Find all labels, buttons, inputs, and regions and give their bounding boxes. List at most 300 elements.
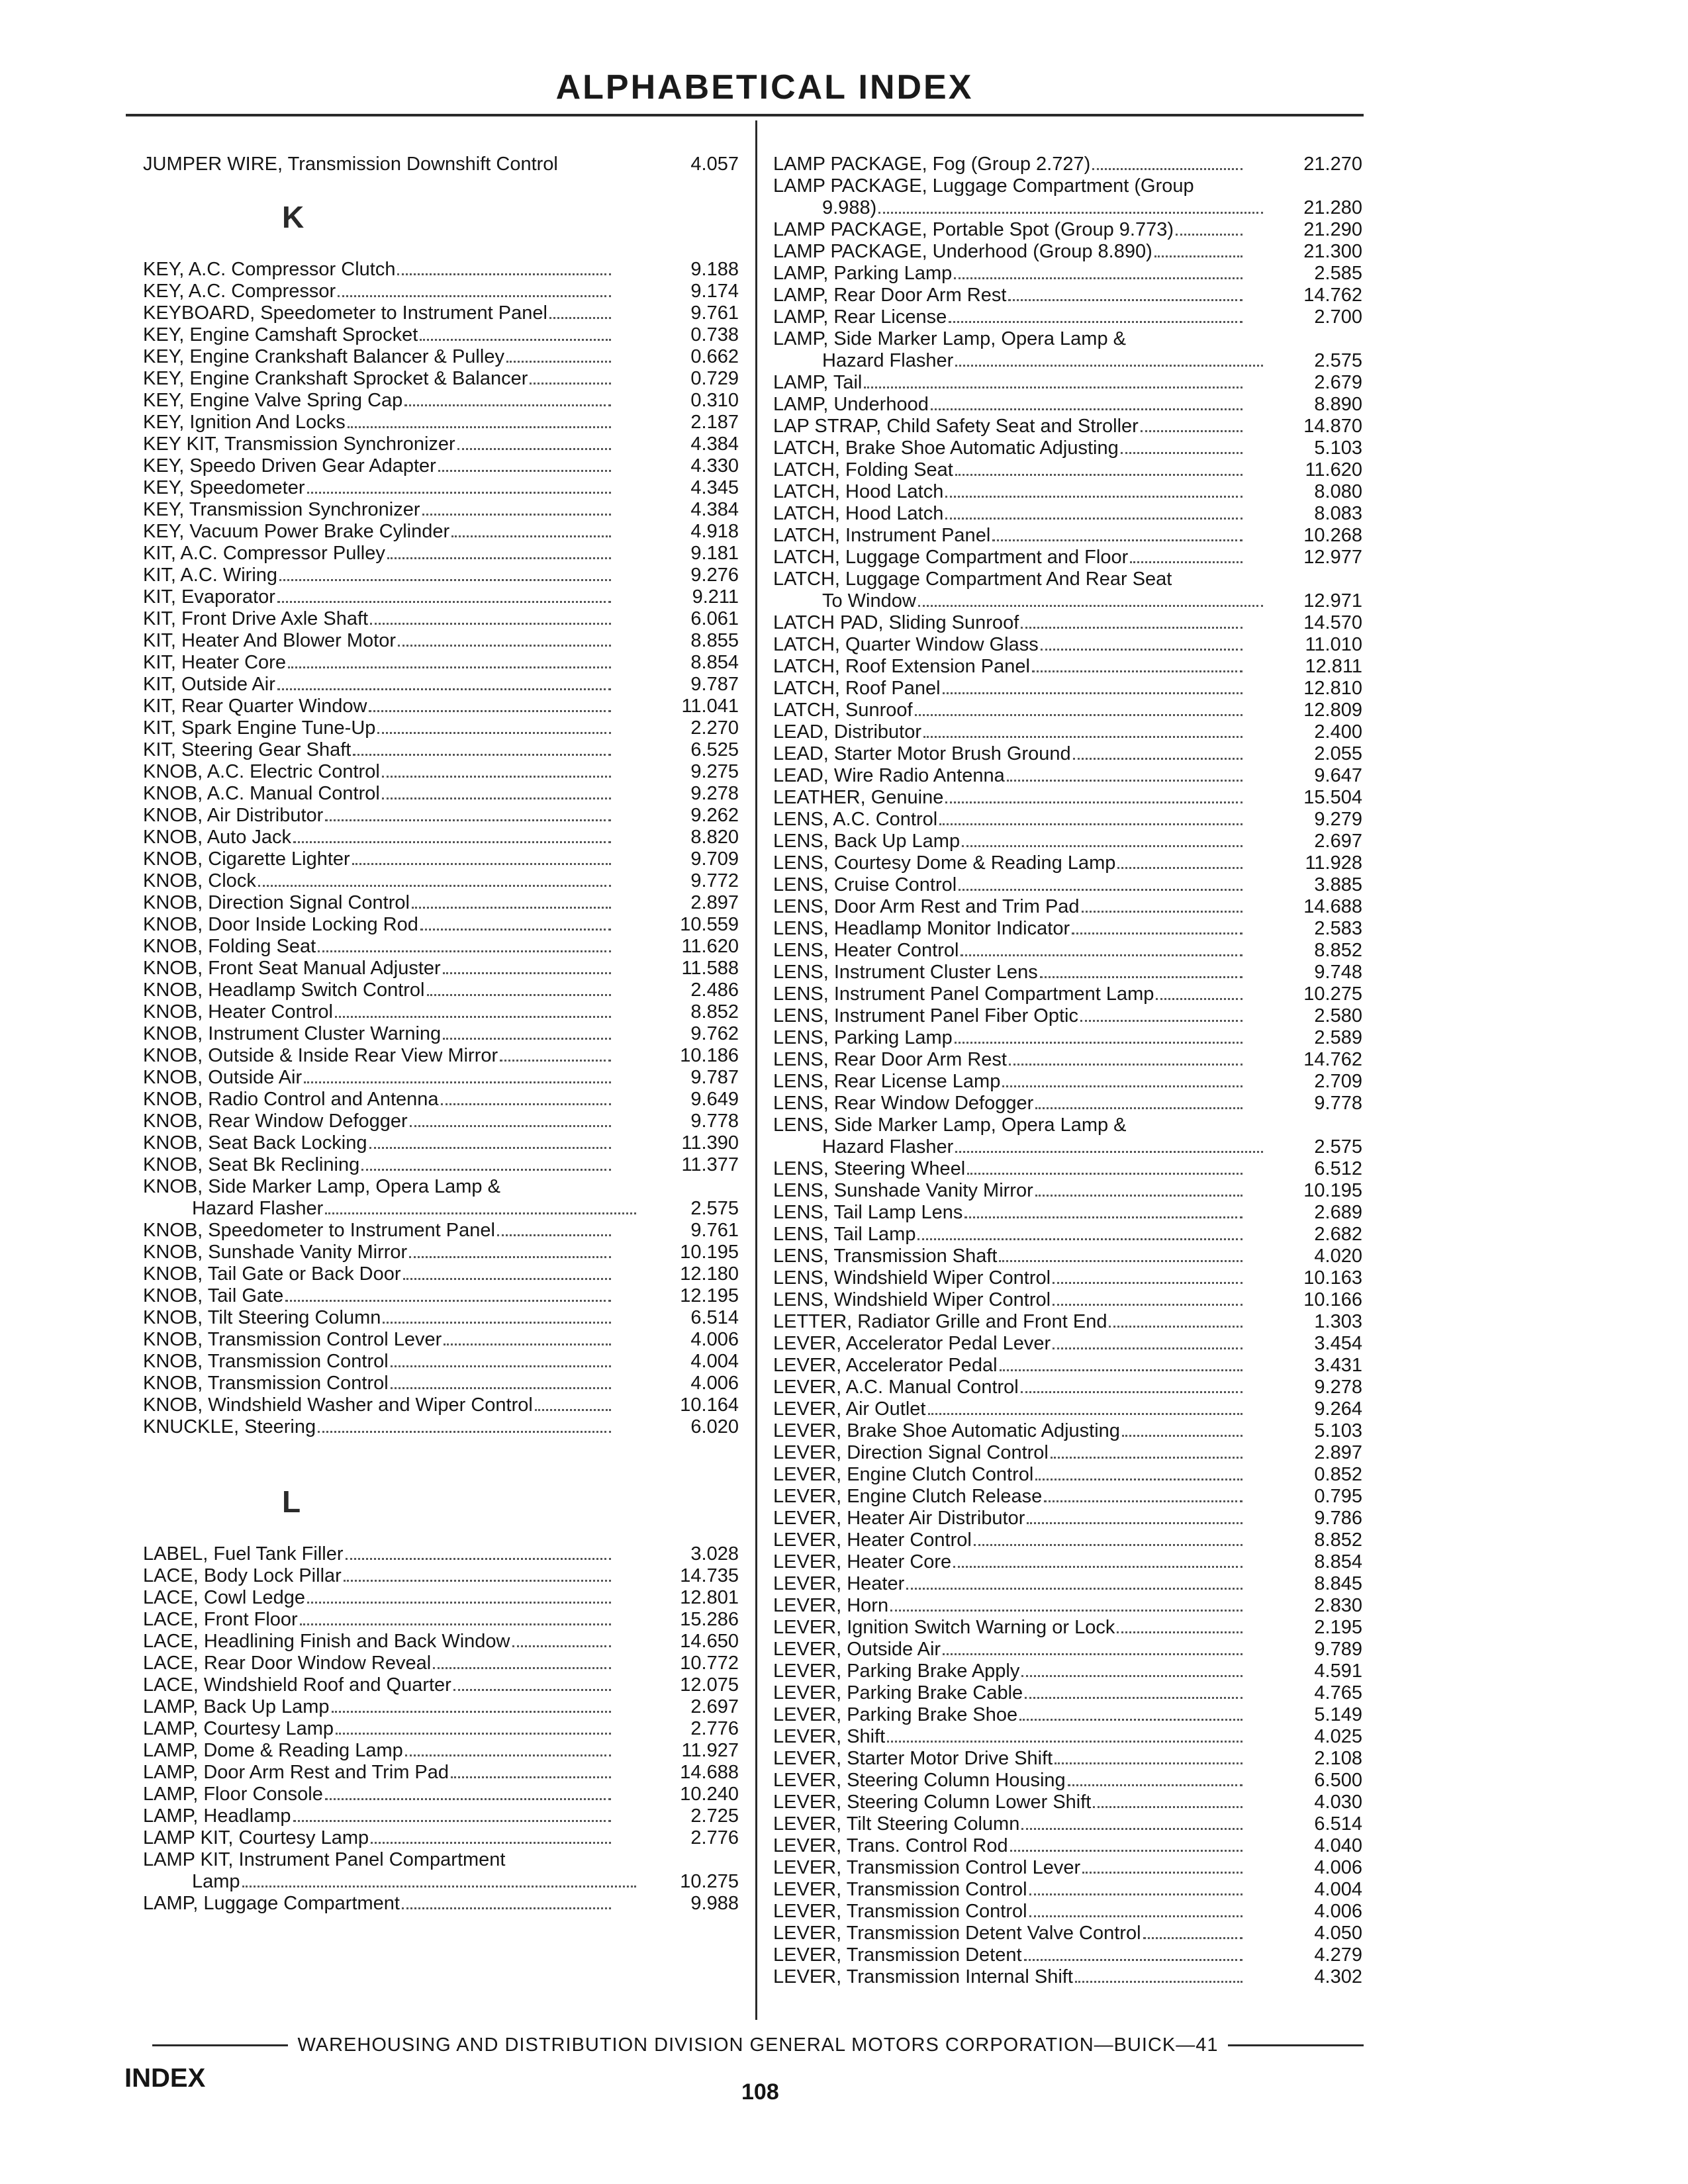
dot-leader [370,623,611,625]
section-label: INDEX [124,2064,206,2093]
entry-label: LETTER, Radiator Grille and Front End [773,1311,1107,1332]
entry-label: KNOB, Folding Seat [143,936,316,957]
column-divider [755,120,757,2020]
entry-number: 3.885 [1314,874,1362,895]
index-entry [773,154,1362,175]
index-entry [773,372,1362,394]
index-entry [143,1849,739,1871]
entry-label: LEVER, Transmission Control [773,1901,1027,1922]
dot-leader [304,1081,611,1083]
index-entry [773,1398,1362,1420]
dot-leader [443,1038,611,1040]
entry-number: 2.697 [690,1696,739,1717]
dot-leader [1051,1457,1243,1459]
index-entry [143,783,739,805]
entry-number: 9.778 [1314,1093,1362,1114]
entry-number: 8.854 [1314,1551,1362,1572]
entry-label: Lamp [192,1871,240,1892]
index-entry [773,721,1362,743]
entry-number: 9.772 [690,870,739,891]
entry-number: 2.575 [1314,350,1362,371]
entry-number: 4.006 [1314,1901,1362,1922]
entry-label: KEY KIT, Transmission Synchronizer [143,433,455,455]
dot-leader [1117,1631,1243,1633]
entry-label: KIT, Heater And Blower Motor [143,630,396,651]
index-entry [773,1595,1362,1617]
dot-leader [500,1060,611,1062]
entry-label: LAMP KIT, Instrument Panel Compartment [143,1849,506,1870]
entry-label: KNOB, Speedometer to Instrument Panel [143,1220,495,1241]
index-entry [143,477,739,499]
dot-leader [1154,255,1243,257]
dot-leader [864,387,1243,388]
entry-number: 8.852 [1314,940,1362,961]
dot-leader [383,1322,611,1324]
index-entry [143,1263,739,1285]
index-entry [143,1416,739,1438]
index-entry [143,1198,739,1220]
entry-label: LEVER, Transmission Control [773,1879,1027,1900]
dot-leader [444,1343,611,1345]
entry-label: To Window [822,590,916,612]
entry-label: KIT, Spark Engine Tune-Up [143,717,376,739]
index-entry [143,1351,739,1373]
index-entry [773,1857,1362,1879]
entry-label: KEY, A.C. Compressor [143,281,336,302]
entry-label: LENS, Tail Lamp Lens [773,1202,963,1223]
entry-number: 2.709 [1314,1071,1362,1092]
index-entry [773,1202,1362,1224]
index-entry [773,1617,1362,1639]
dot-leader [422,514,611,516]
dot-leader [427,994,612,996]
dot-leader [999,1260,1243,1262]
dot-leader [906,1588,1243,1590]
entry-number: 6.514 [1314,1813,1362,1835]
entry-label: LENS, Transmission Shaft [773,1246,998,1267]
dot-leader [451,1776,611,1778]
dot-leader [325,819,611,821]
index-entry [143,848,739,870]
entry-label: LENS, Instrument Panel Fiber Optic [773,1005,1078,1026]
entry-label: LENS, A.C. Control [773,809,938,830]
entry-label: LAMP, Rear Door Arm Rest [773,285,1007,306]
dot-leader [1007,780,1243,782]
entry-label: KEYBOARD, Speedometer to Instrument Panel [143,302,547,324]
dot-leader [1021,1675,1243,1677]
entry-label: LATCH, Hood Latch [773,503,944,524]
entry-label: LEVER, Starter Motor Drive Shift [773,1748,1053,1769]
index-entry [143,979,739,1001]
entry-number: 14.735 [680,1565,739,1586]
index-entry [773,1661,1362,1682]
entry-label: LEVER, Steering Column Lower Shift [773,1792,1092,1813]
dot-leader [1109,1326,1243,1328]
index-entry [143,608,739,630]
entry-label: Hazard Flasher [822,350,954,371]
index-entry [773,1333,1362,1355]
entry-label: LENS, Steering Wheel [773,1158,966,1179]
entry-label: Hazard Flasher [822,1136,954,1158]
dot-leader [242,1886,637,1888]
dot-leader [258,885,611,887]
index-entry [773,503,1362,525]
entry-label: LENS, Rear License Lamp [773,1071,1001,1092]
index-entry [143,1653,739,1674]
entry-number: 4.384 [690,499,739,520]
dot-leader [420,929,611,931]
entry-label: LACE, Cowl Ledge [143,1587,306,1608]
index-entry [143,259,739,281]
index-entry [143,1565,739,1587]
index-entry [773,874,1362,896]
dot-leader [549,317,611,319]
index-entry [773,1180,1362,1202]
entry-label: LAMP, Rear License [773,306,947,328]
entry-number: 3.028 [690,1543,739,1565]
entry-label: KIT, A.C. Wiring [143,565,278,586]
index-entry [143,674,739,696]
entry-label: LEVER, Shift [773,1726,886,1747]
entry-label: LATCH, Roof Panel [773,678,941,699]
dot-leader [1082,911,1243,913]
dot-leader [955,1042,1243,1044]
index-entry [773,1377,1362,1398]
entry-number: 11.928 [1305,852,1362,874]
dot-leader [949,321,1243,323]
dot-leader [1092,168,1243,170]
index-entry [773,1682,1362,1704]
entry-label: KEY, Vacuum Power Brake Cylinder [143,521,450,542]
entry-label: LACE, Windshield Roof and Quarter [143,1674,451,1696]
dot-leader [398,645,611,647]
entry-number: 9.264 [1314,1398,1362,1420]
entry-number: 6.500 [1314,1770,1362,1791]
entry-label: Hazard Flasher [192,1198,324,1219]
dot-leader [293,841,611,843]
index-entry [773,1027,1362,1049]
entry-label: KEY, Engine Crankshaft Balancer & Pulley [143,346,504,367]
entry-number: 2.682 [1314,1224,1362,1245]
entry-number: 9.174 [690,281,739,302]
dot-leader [335,1016,611,1018]
dot-leader [1008,299,1243,301]
index-entry [773,1529,1362,1551]
entry-label: LEAD, Starter Motor Brush Ground [773,743,1071,764]
entry-number: 9.787 [690,674,739,695]
entry-label: LENS, Instrument Panel Compartment Lamp [773,983,1154,1005]
dot-leader [1002,1085,1243,1087]
entry-number: 6.512 [1314,1158,1362,1179]
entry-label: LAMP, Luggage Compartment [143,1893,400,1914]
entry-number: 11.620 [681,936,739,957]
entry-number: 14.762 [1303,285,1362,306]
entry-label: LENS, Heater Control [773,940,959,961]
entry-number: 2.776 [690,1827,739,1848]
entry-number: 3.454 [1314,1333,1362,1354]
index-entry [143,1132,739,1154]
entry-number: 5.103 [1314,1420,1362,1441]
dot-leader [307,1602,611,1604]
index-entry [143,870,739,892]
index-entry [143,1176,739,1198]
entry-number: 10.163 [1303,1267,1362,1289]
index-entry [773,1486,1362,1508]
index-entry [143,696,739,717]
entry-label: LAMP, Headlamp [143,1805,291,1827]
dot-leader [352,863,611,865]
section-heading-k: K [282,200,305,234]
dot-leader [1080,1020,1243,1022]
entry-label: KEY, Ignition And Locks [143,412,346,433]
entry-label: KNOB, A.C. Electric Control [143,761,380,782]
dot-leader [915,714,1243,716]
entry-label: KNOB, Transmission Control [143,1373,389,1394]
entry-number: 2.697 [1314,831,1362,852]
entry-number: 0.662 [690,346,739,367]
entry-label: LAMP PACKAGE, Portable Spot (Group 9.773) [773,219,1174,240]
entry-label: LENS, Windshield Wiper Control [773,1289,1051,1310]
index-entry [773,831,1362,852]
entry-number: 2.589 [1314,1027,1362,1048]
entry-label: KNOB, Clock [143,870,256,891]
dot-leader [1121,452,1243,454]
entry-number: 14.570 [1303,612,1362,633]
entry-number: 4.345 [690,477,739,498]
entry-label: LENS, Parking Lamp [773,1027,953,1048]
dot-leader [338,295,611,297]
index-entry [143,1023,739,1045]
index-entry [773,285,1362,306]
index-entry [773,700,1362,721]
entry-number: 11.041 [681,696,739,717]
index-entry [143,1718,739,1740]
right-column [773,154,1362,1988]
index-entry [773,1704,1362,1726]
dot-leader [1019,1719,1243,1721]
index-entry [143,433,739,455]
index-entry [773,459,1362,481]
dot-leader [974,1544,1243,1546]
dot-leader [409,1256,611,1258]
entry-label: LEVER, Engine Clutch Control [773,1464,1034,1485]
index-entry [773,590,1362,612]
entry-number: 2.195 [1314,1617,1362,1638]
index-entry [773,1311,1362,1333]
entry-number: 4.040 [1314,1835,1362,1856]
entry-label: LAMP, Dome & Reading Lamp [143,1740,403,1761]
dot-leader [405,1754,611,1756]
dot-leader [961,954,1243,956]
entry-label: KIT, Rear Quarter Window [143,696,367,717]
index-entry [143,1587,739,1609]
index-entry [773,394,1362,416]
entry-number: 6.061 [690,608,739,629]
index-entry [773,809,1362,831]
entry-number: 6.525 [690,739,739,760]
index-entry [143,1543,739,1565]
index-entry [143,565,739,586]
entry-label: LEAD, Distributor [773,721,922,743]
index-entry [143,390,739,412]
entry-number: 2.055 [1314,743,1362,764]
dot-leader [928,1413,1243,1415]
dot-leader [346,1558,612,1560]
index-entry [143,1285,739,1307]
entry-label: KEY, Transmission Synchronizer [143,499,420,520]
entry-number: 4.302 [1314,1966,1362,1987]
entry-number: 4.279 [1314,1944,1362,1966]
entry-label: LEVER, Heater [773,1573,905,1594]
footer-rule-left [152,2044,288,2046]
index-entry [143,1089,739,1111]
section-heading-l: L [282,1484,301,1519]
entry-label: LAMP, Back Up Lamp [143,1696,330,1717]
l-entries-list [143,1543,739,1915]
entry-label: KNOB, Heater Control [143,1001,333,1023]
index-entry [143,1045,739,1067]
index-entry [773,1770,1362,1792]
entry-number: 12.075 [680,1674,739,1696]
entry-number: 2.575 [1314,1136,1362,1158]
entry-label: LEVER, Heater Air Distributor [773,1508,1025,1529]
entry-number: 5.103 [1314,437,1362,459]
index-entry [773,1813,1362,1835]
entry-number: 9.276 [690,565,739,586]
page-number: 108 [741,2079,779,2105]
entry-number: 21.280 [1303,197,1362,218]
entry-number: 15.286 [680,1609,739,1630]
dot-leader [945,801,1243,803]
entry-number: 11.620 [1305,459,1362,480]
index-entry [773,1071,1362,1093]
index-entry [143,892,739,914]
entry-number: 12.180 [680,1263,739,1285]
index-entry [773,1901,1362,1923]
entry-number: 8.083 [1314,503,1362,524]
index-entry [143,1154,739,1176]
dot-leader [457,448,611,450]
dot-leader [402,1907,611,1909]
entry-label: LEVER, Air Outlet [773,1398,926,1420]
entry-number: 10.559 [680,914,739,935]
dot-leader [318,950,611,952]
dot-leader [1075,1981,1243,1983]
dot-leader [535,1409,611,1411]
entry-number: 9.262 [690,805,739,826]
footer-text: WAREHOUSING AND DISTRIBUTION DIVISION GENERAL MOTORS CORPORATION—BUICK—41 [297,2034,1219,2056]
entry-label: KNOB, Outside Air [143,1067,303,1088]
entry-label: KIT, Front Drive Axle Shaft [143,608,369,629]
entry-label: LEVER, Heater Control [773,1529,972,1551]
index-entry [773,350,1362,372]
dot-leader [878,212,1263,214]
dot-leader [412,907,611,909]
entry-number: 10.268 [1303,525,1362,546]
entry-label: LEVER, Steering Column Housing [773,1770,1066,1791]
entry-label: KNOB, Headlamp Switch Control [143,979,425,1001]
dot-leader [369,710,611,712]
index-entry [143,1067,739,1089]
index-entry [143,1696,739,1718]
entry-number: 11.588 [681,958,739,979]
entry-number: 10.772 [680,1653,739,1674]
entry-number: 9.988 [690,1893,739,1914]
entry-label: LEVER, Transmission Detent [773,1944,1022,1966]
index-entry [773,219,1362,241]
index-entry [773,241,1362,263]
entry-label: KNOB, Windshield Washer and Wiper Control [143,1394,533,1416]
entry-label: LATCH, Luggage Compartment and Floor [773,547,1129,568]
dot-leader [955,1151,1263,1153]
dot-leader [1055,1762,1243,1764]
entry-label: LAMP, Tail [773,372,863,393]
dot-leader [453,1689,611,1691]
index-entry [143,586,739,608]
dot-leader [1053,1304,1243,1306]
entry-label: KNUCKLE, Steering [143,1416,316,1437]
entry-label: LENS, Tail Lamp [773,1224,916,1245]
entry-number: 9.188 [690,259,739,280]
entry-number: 2.575 [690,1198,739,1219]
entry-number: 2.830 [1314,1595,1362,1616]
entry-label: LEVER, Brake Shoe Automatic Adjusting [773,1420,1120,1441]
index-entry [773,1093,1362,1115]
index-entry [143,154,739,175]
dot-leader [438,470,611,472]
footer-rule-right [1228,2044,1364,2046]
dot-leader [530,383,611,385]
index-entry [143,499,739,521]
dot-leader [931,408,1243,410]
index-entry [773,1289,1362,1311]
entry-label: LENS, Courtesy Dome & Reading Lamp [773,852,1116,874]
index-entry [773,1267,1362,1289]
entry-number: 8.890 [1314,394,1362,415]
entry-number: 14.762 [1303,1049,1362,1070]
index-entry [143,1329,739,1351]
dot-leader [917,1238,1243,1240]
entry-label: KIT, A.C. Compressor Pulley [143,543,385,564]
entry-label: KNOB, Front Seat Manual Adjuster [143,958,441,979]
entry-label: KNOB, Seat Back Locking [143,1132,367,1154]
entry-label: LAMP, Courtesy Lamp [143,1718,334,1739]
dot-leader [1025,1697,1243,1699]
dot-leader [391,1387,611,1389]
entry-number: 0.795 [1314,1486,1362,1507]
entry-label: LEVER, Direction Signal Control [773,1442,1049,1463]
entry-label: KIT, Evaporator [143,586,275,608]
entry-number: 9.762 [690,1023,739,1044]
entry-label: KNOB, Transmission Control [143,1351,389,1372]
index-entry [773,1355,1362,1377]
dot-leader [441,1103,611,1105]
entry-label: KNOB, Door Inside Locking Rod [143,914,418,935]
index-entry [773,1748,1362,1770]
dot-leader [955,365,1263,367]
index-entry [773,1726,1362,1748]
dot-leader [1021,1828,1243,1830]
dot-leader [410,1125,611,1127]
dot-leader [1122,1435,1243,1437]
dot-leader [1156,998,1243,1000]
entry-number: 14.688 [680,1762,739,1783]
dot-leader [1021,627,1243,629]
index-entry [143,1307,739,1329]
index-entry [773,197,1362,219]
entry-number: 14.650 [680,1631,739,1652]
index-entry [773,765,1362,787]
